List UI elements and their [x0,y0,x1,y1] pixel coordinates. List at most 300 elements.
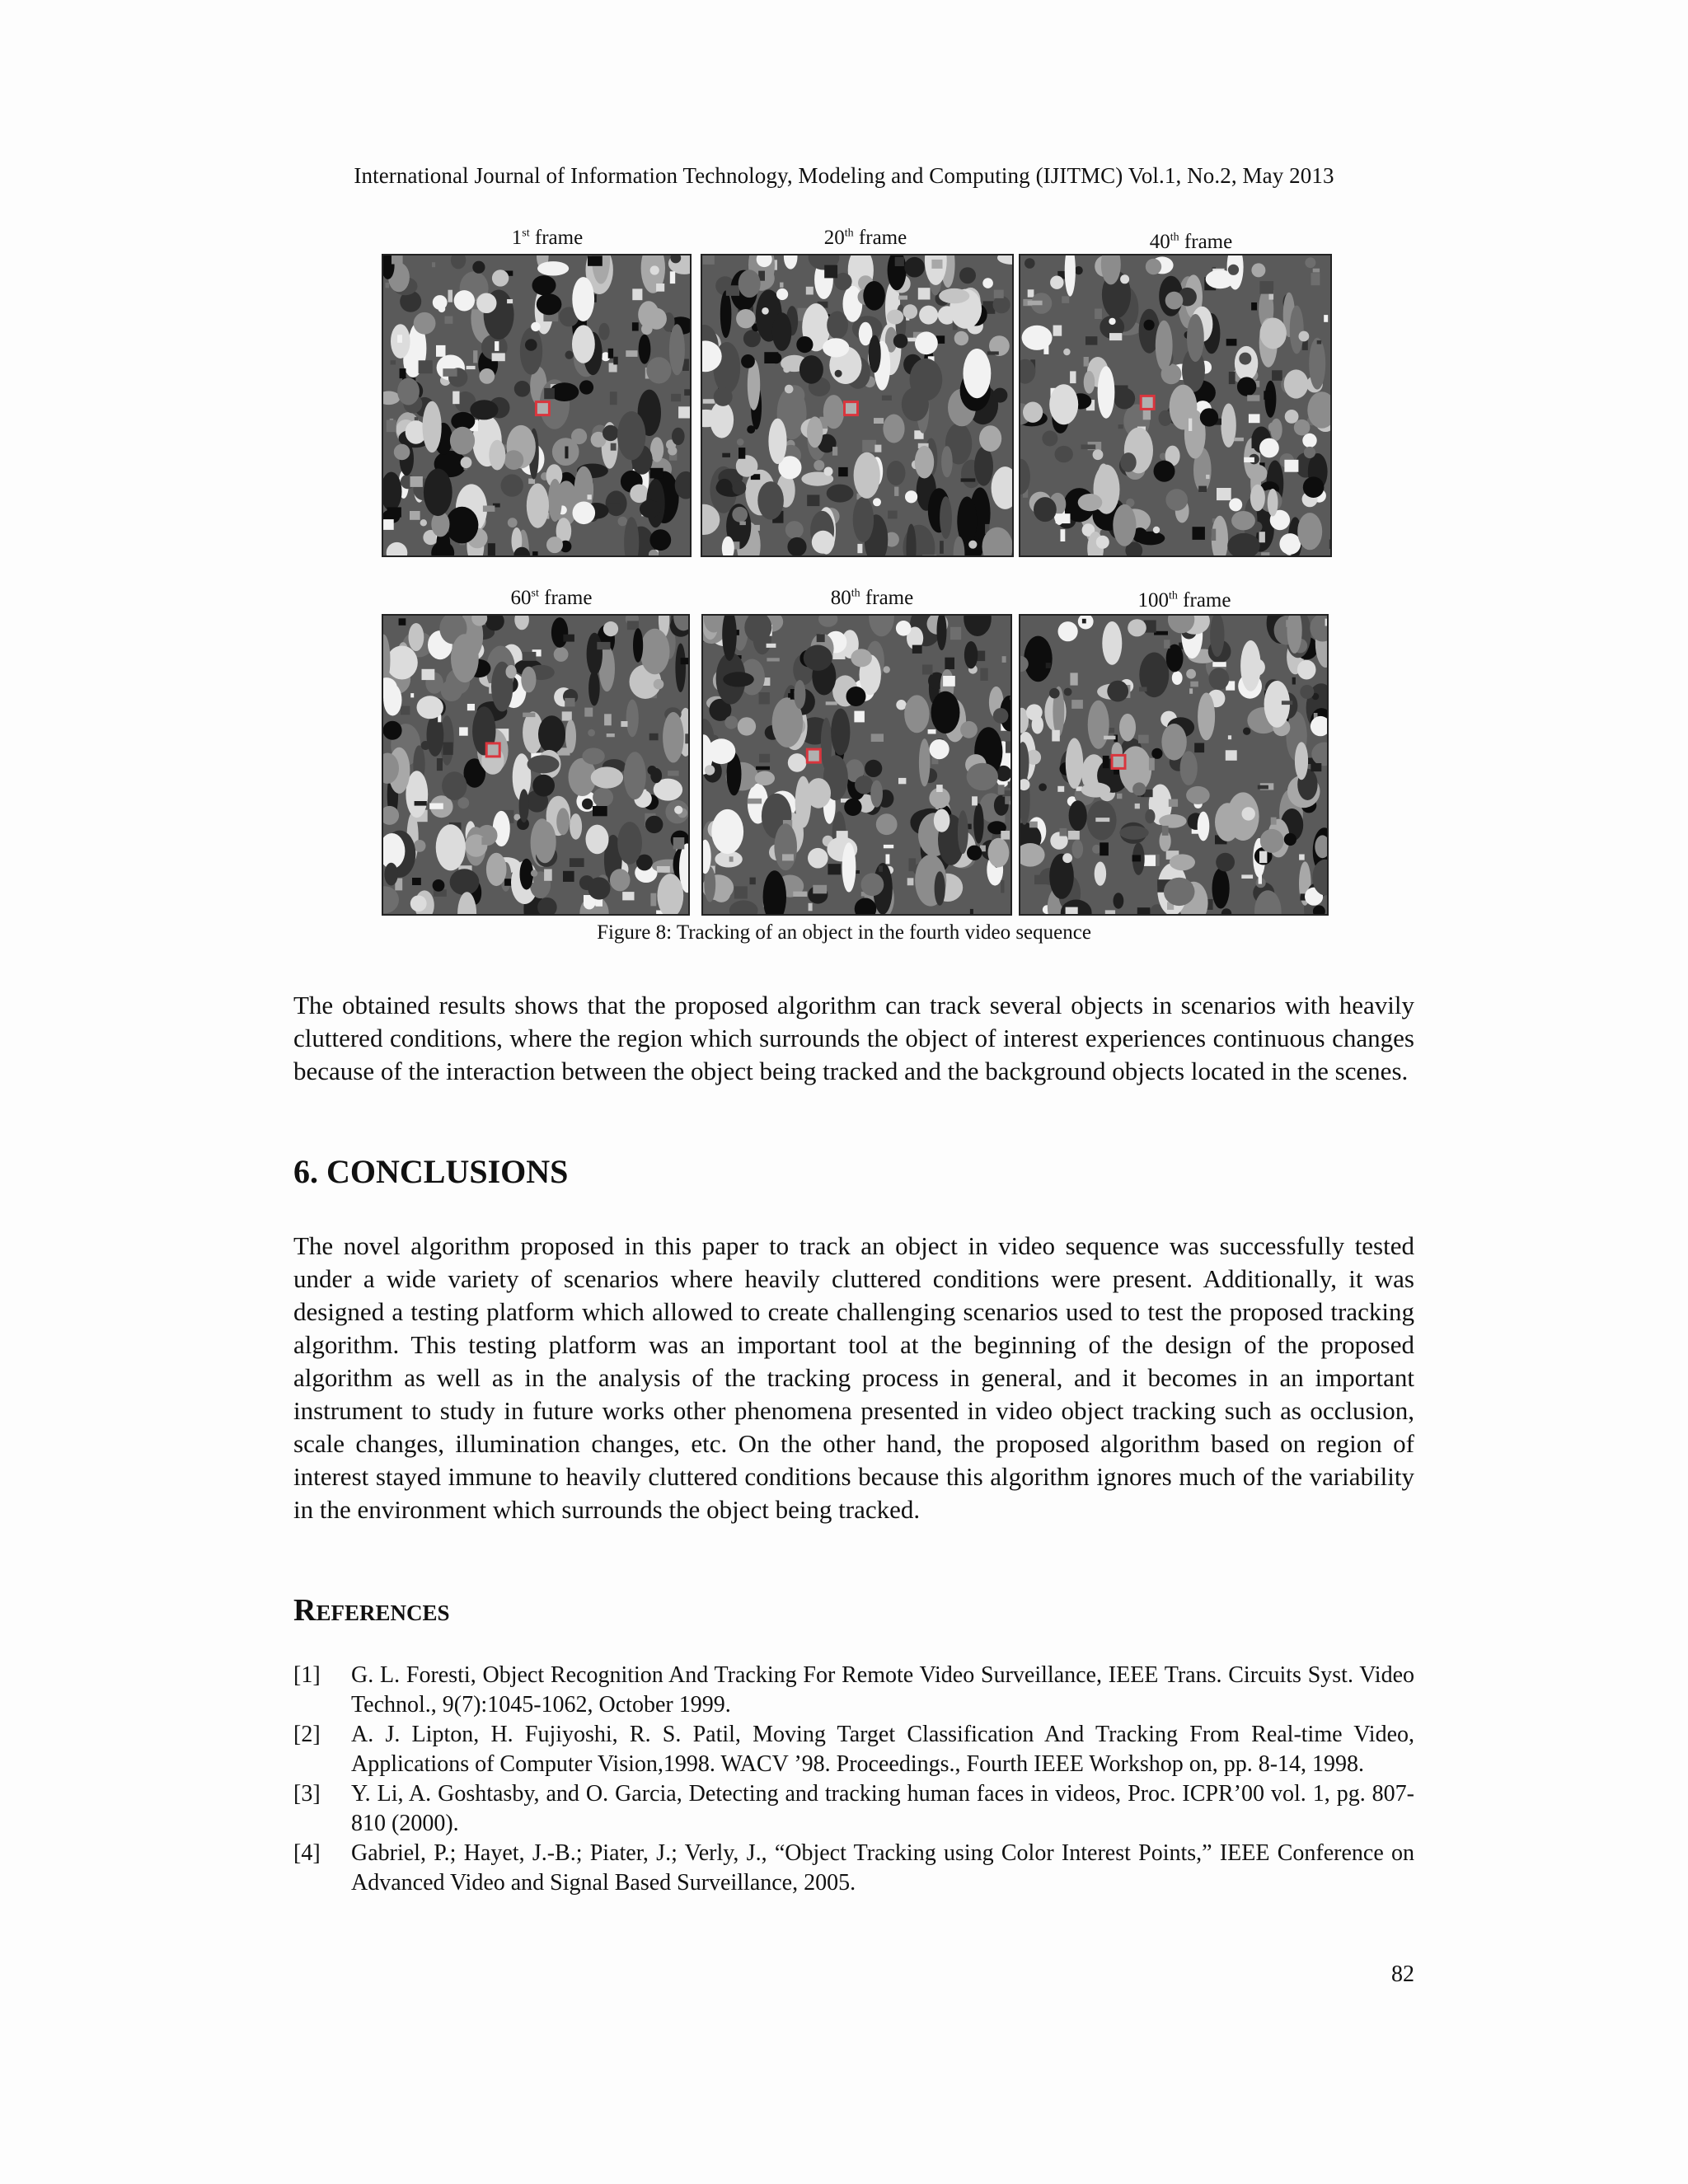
clutter-shape [387,507,401,517]
clutter-shape [736,309,755,328]
clutter-shape [809,903,813,912]
clutter-shape [1272,370,1282,381]
clutter-shape [874,445,881,452]
clutter-shape [528,755,560,773]
reference-text: Y. Li, A. Goshtasby, and O. Garcia, Detecting and tracking human faces in videos, Proc. ICPR’00 vol. 1, pg. 807-810 (2000). [351,1781,1414,1836]
clutter-shape [399,618,406,626]
clutter-shape [832,447,837,456]
clutter-shape [994,290,1004,298]
clutter-shape [663,712,684,762]
clutter-shape [945,658,954,669]
clutter-shape [1117,794,1122,799]
clutter-shape [656,284,664,292]
frame-label: 60st frame [510,587,593,609]
clutter-shape [1088,701,1109,749]
clutter-shape [640,500,661,518]
clutter-shape [1060,828,1067,837]
clutter-shape [1239,353,1251,365]
clutter-shape [756,766,770,770]
tracking-box [1112,755,1125,768]
clutter-shape [807,494,819,506]
reference-number: [3] [293,1781,321,1807]
clutter-shape [1132,782,1146,795]
clutter-shape [1114,388,1135,410]
clutter-shape [1120,274,1129,284]
clutter-shape [1071,700,1083,709]
clutter-shape [570,813,582,840]
frame-label: 1st frame [511,227,584,249]
clutter-shape [451,634,479,682]
clutter-shape [1292,677,1296,685]
conclusions-paragraph: The novel algorithm proposed in this paper to track an object in video sequence was successfully tested under a wide variety of scenarios where heavily cluttered conditions were present. Additionally, it was designed a testing platform which allowed to create challenging scenarios used to test the proposed tracking algorithm. This testing platform was an important tool at the beginning of the design of the proposed algorithm as well as in the analysis of the tracking process in general, and it becomes in an important instrument to study in future works other phenomena presented in video object tracking such as occlusion, scale changes, illumination changes, etc. On the other hand, the proposed algorithm based on region of interest stayed immune to heavily cluttered conditions because this algorithm ignores much of the variability in the environment which surrounds the object being tracked. [293,1231,1414,1524]
clutter-shape [429,804,443,809]
clutter-shape [854,711,865,723]
clutter-shape [964,641,978,668]
clutter-shape [1084,357,1089,367]
clutter-shape [896,700,906,710]
frame-label: 80th frame [830,587,914,609]
clutter-shape [759,692,770,705]
clutter-shape [383,684,401,715]
clutter-shape [671,394,681,401]
clutter-shape [887,310,903,325]
clutter-shape [1078,494,1103,511]
clutter-shape [799,355,823,384]
clutter-shape [446,507,479,544]
clutter-shape [1146,259,1161,274]
clutter-shape [861,873,884,896]
clutter-shape [1062,853,1072,863]
clutter-shape [1136,532,1165,546]
clutter-shape [419,360,433,373]
clutter-shape [993,296,1010,313]
clutter-shape [705,765,715,775]
clutter-shape [987,351,999,354]
clutter-shape [912,645,922,654]
clutter-shape [1137,907,1151,914]
clutter-shape [1119,826,1148,840]
clutter-shape [588,877,610,899]
clutter-shape [1297,660,1316,680]
clutter-shape [831,709,850,756]
clutter-shape [703,399,715,404]
reference-item [293,1839,1414,1898]
clutter-shape [954,331,968,345]
clutter-shape [1190,682,1198,687]
clutter-shape [492,353,505,361]
clutter-shape [504,450,523,470]
clutter-shape [473,350,477,363]
frame-image [382,614,690,916]
clutter-shape [1313,269,1320,273]
clutter-shape [1259,851,1267,864]
clutter-shape [1187,314,1204,362]
clutter-shape [523,652,537,661]
clutter-scene [383,255,690,555]
clutter-shape [941,446,953,477]
clutter-shape [863,281,885,311]
clutter-shape [1284,833,1296,846]
clutter-shape [1268,489,1278,517]
clutter-shape [1114,893,1124,909]
clutter-shape [669,324,685,375]
clutter-shape [1008,781,1010,788]
clutter-shape [1049,384,1078,424]
clutter-shape [1029,822,1038,828]
clutter-shape [1268,422,1278,432]
clutter-shape [846,687,866,706]
clutter-shape [1228,735,1231,739]
clutter-shape [855,776,873,794]
clutter-shape [1055,446,1073,462]
clutter-shape [584,898,595,909]
reference-number: [1] [293,1662,321,1688]
clutter-shape [554,647,569,662]
reference-item [293,1720,1414,1779]
clutter-shape [572,277,594,321]
clutter-shape [870,780,883,808]
clutter-shape [1212,529,1216,541]
clutter-shape [903,304,918,319]
clutter-shape [732,507,748,523]
clutter-shape [1259,438,1279,458]
clutter-shape [1104,736,1115,740]
clutter-shape [895,257,904,266]
clutter-shape [973,804,983,844]
clutter-shape [1082,619,1086,624]
clutter-shape [410,476,423,487]
reference-number: [2] [293,1722,321,1747]
clutter-shape [479,368,495,384]
clutter-shape [391,360,396,364]
frame-image [701,614,1012,916]
clutter-shape [1001,880,1004,893]
clutter-shape [1063,349,1070,355]
clutter-shape [1198,693,1215,741]
reference-item [293,1779,1414,1839]
clutter-shape [1070,673,1077,685]
clutter-shape [1317,340,1322,344]
clutter-shape [488,543,495,555]
clutter-shape [707,738,735,764]
clutter-shape [1243,728,1250,735]
clutter-shape [722,453,730,457]
clutter-shape [1042,431,1057,447]
clutter-shape [1261,552,1269,555]
clutter-shape [993,708,1009,724]
clutter-shape [960,721,978,738]
clutter-shape [884,666,890,673]
clutter-shape [572,325,595,363]
clutter-shape [894,487,898,496]
clutter-shape [532,775,555,797]
clutter-shape [1107,681,1128,702]
clutter-shape [1228,265,1239,275]
clutter-shape [783,366,790,373]
clutter-shape [842,842,856,892]
clutter-shape [1324,315,1328,322]
clutter-shape [813,885,827,894]
clutter-shape [812,531,835,554]
clutter-shape [532,551,538,555]
clutter-shape [598,323,609,340]
clutter-shape [1118,424,1123,429]
clutter-shape [1144,320,1155,330]
clutter-shape [1249,414,1260,423]
clutter-shape [588,494,592,499]
clutter-shape [1145,809,1155,823]
clutter-shape [410,895,427,912]
clutter-shape [476,293,496,313]
clutter-shape [1264,391,1272,400]
reference-list [293,1661,1414,1898]
clutter-shape [940,541,944,554]
clutter-shape [492,269,509,286]
clutter-shape [433,879,445,892]
clutter-shape [904,695,929,733]
clutter-shape [741,354,755,368]
frame-label: 100th frame [1137,589,1231,612]
clutter-shape [387,646,418,680]
clutter-scene [383,616,688,914]
clutter-shape [436,345,446,357]
clutter-shape [626,350,637,357]
clutter-shape [1149,758,1155,771]
clutter-shape [1305,257,1315,268]
clutter-shape [470,400,498,419]
clutter-shape [674,806,682,814]
clutter-shape [939,288,969,303]
clutter-shape [1049,688,1060,699]
clutter-shape [827,485,854,503]
clutter-shape [1105,910,1115,914]
clutter-shape [794,680,805,709]
clutter-shape [607,733,615,737]
clutter-shape [483,506,495,512]
clutter-shape [1161,724,1186,761]
clutter-shape [734,886,748,898]
clutter-shape [593,788,613,807]
clutter-shape [1093,449,1104,460]
clutter-shape [972,796,978,805]
clutter-shape [633,628,643,662]
clutter-shape [716,479,732,494]
clutter-shape [738,448,745,459]
clutter-shape [714,387,733,406]
clutter-shape [1172,671,1183,685]
clutter-shape [1128,619,1146,636]
clutter-shape [584,708,593,717]
clutter-shape [1165,292,1184,310]
clutter-shape [678,406,690,418]
clutter-shape [1234,438,1244,441]
clutter-shape [537,261,569,275]
clutter-shape [785,521,804,539]
clutter-shape [532,275,556,295]
clutter-shape [531,322,540,331]
clutter-shape [618,517,628,527]
clutter-shape [959,267,976,284]
clutter-shape [1103,756,1109,768]
clutter-shape [857,544,862,553]
clutter-shape [420,519,427,526]
clutter-shape [544,388,555,399]
clutter-shape [806,287,814,295]
clutter-shape [940,496,952,539]
clutter-shape [873,498,881,506]
clutter-shape [838,467,847,476]
clutter-shape [383,721,402,740]
clutter-shape [814,460,824,471]
clutter-shape [1050,276,1063,289]
clutter-shape [782,854,794,860]
clutter-shape [537,293,562,315]
clutter-shape [827,311,848,339]
clutter-shape [548,479,562,522]
clutter-shape [905,490,917,503]
clutter-shape [1189,419,1192,431]
clutter-shape [608,349,613,359]
clutter-shape [1231,511,1255,530]
clutter-shape [384,863,397,886]
clutter-shape [762,307,769,315]
clutter-shape [414,312,436,335]
clutter-shape [1170,854,1195,870]
clutter-shape [1043,342,1048,354]
clutter-shape [1028,289,1034,297]
clutter-shape [1039,783,1047,791]
clutter-shape [1119,714,1136,742]
clutter-shape [1290,306,1304,354]
figure-caption: Figure 8: Tracking of an object in the fourth video sequence [597,921,1091,944]
clutter-scene [1020,616,1327,914]
clutter-shape [1259,872,1262,884]
clutter-shape [392,255,403,264]
clutter-shape [386,283,390,288]
clutter-shape [1325,619,1327,626]
clutter-shape [556,808,570,835]
clutter-shape [998,785,1005,794]
clutter-shape [1295,742,1308,780]
clutter-shape [1066,738,1083,789]
clutter-shape [817,634,825,642]
clutter-shape [421,741,430,750]
clutter-shape [448,290,453,302]
clutter-shape [632,288,642,300]
clutter-shape [755,771,775,786]
clutter-shape [1294,419,1311,436]
clutter-shape [506,665,517,678]
clutter-shape [565,351,574,359]
clutter-shape [1226,339,1237,346]
clutter-shape [1102,621,1122,665]
clutter-shape [1248,658,1265,676]
frame-label: 40th frame [1149,231,1233,253]
clutter-shape [508,518,518,527]
clutter-shape [930,739,950,759]
clutter-shape [443,743,452,755]
clutter-shape [1056,513,1071,523]
clutter-shape [397,335,402,343]
clutter-shape [1095,818,1109,822]
clutter-shape [806,778,831,808]
clutter-scene [703,616,1010,914]
clutter-shape [591,766,623,788]
clutter-shape [1002,656,1006,663]
clutter-shape [1180,751,1198,785]
clutter-shape [571,429,587,444]
clutter-shape [854,452,880,499]
clutter-shape [519,789,529,823]
clutter-shape [1113,504,1136,546]
clutter-shape [573,502,596,525]
references-heading: References [293,1593,450,1628]
clutter-shape [1153,527,1160,533]
frame-image [382,254,692,557]
clutter-shape [743,330,761,347]
clutter-shape [922,664,933,674]
clutter-shape [1229,372,1236,384]
clutter-shape [1024,636,1052,682]
clutter-shape [788,693,794,698]
clutter-shape [703,255,715,265]
clutter-shape [1100,842,1109,855]
clutter-shape [650,265,659,274]
clutter-shape [1061,529,1066,541]
clutter-shape [521,667,536,693]
clutter-shape [1217,488,1231,500]
clutter-shape [1309,338,1325,390]
clutter-shape [934,809,950,832]
tracking-box [807,749,820,762]
clutter-shape [467,366,476,369]
clutter-shape [1304,447,1315,458]
clutter-shape [970,909,973,914]
clutter-shape [1250,465,1267,482]
clutter-shape [649,529,671,551]
clutter-shape [1085,336,1097,344]
clutter-shape [748,799,762,804]
clutter-scene [702,255,1012,555]
clutter-shape [898,778,906,784]
clutter-shape [607,504,621,508]
clutter-shape [1251,302,1257,311]
clutter-shape [626,700,639,738]
clutter-shape [501,474,523,496]
frame-image [1019,614,1329,916]
clutter-shape [710,401,734,438]
reference-text: Gabriel, P.; Hayet, J.-B.; Piater, J.; Verly, J., “Object Tracking using Color Interest Points,” IEEE Conference on Advanced Video and Signal Based Surveillance, 2005. [351,1840,1414,1896]
clutter-shape [675,644,686,692]
clutter-shape [1200,408,1218,426]
clutter-shape [632,322,639,330]
clutter-shape [796,336,813,353]
clutter-shape [1165,489,1188,511]
clutter-shape [397,377,420,405]
reference-number: [4] [293,1840,321,1866]
clutter-shape [672,428,685,445]
clutter-shape [507,299,513,303]
clutter-shape [562,711,572,720]
clutter-shape [624,752,646,799]
clutter-shape [918,288,931,299]
clutter-shape [1297,513,1322,550]
clutter-shape [459,727,468,735]
clutter-shape [1186,669,1196,679]
clutter-shape [774,823,797,870]
clutter-shape [531,869,537,876]
clutter-shape [433,295,448,310]
